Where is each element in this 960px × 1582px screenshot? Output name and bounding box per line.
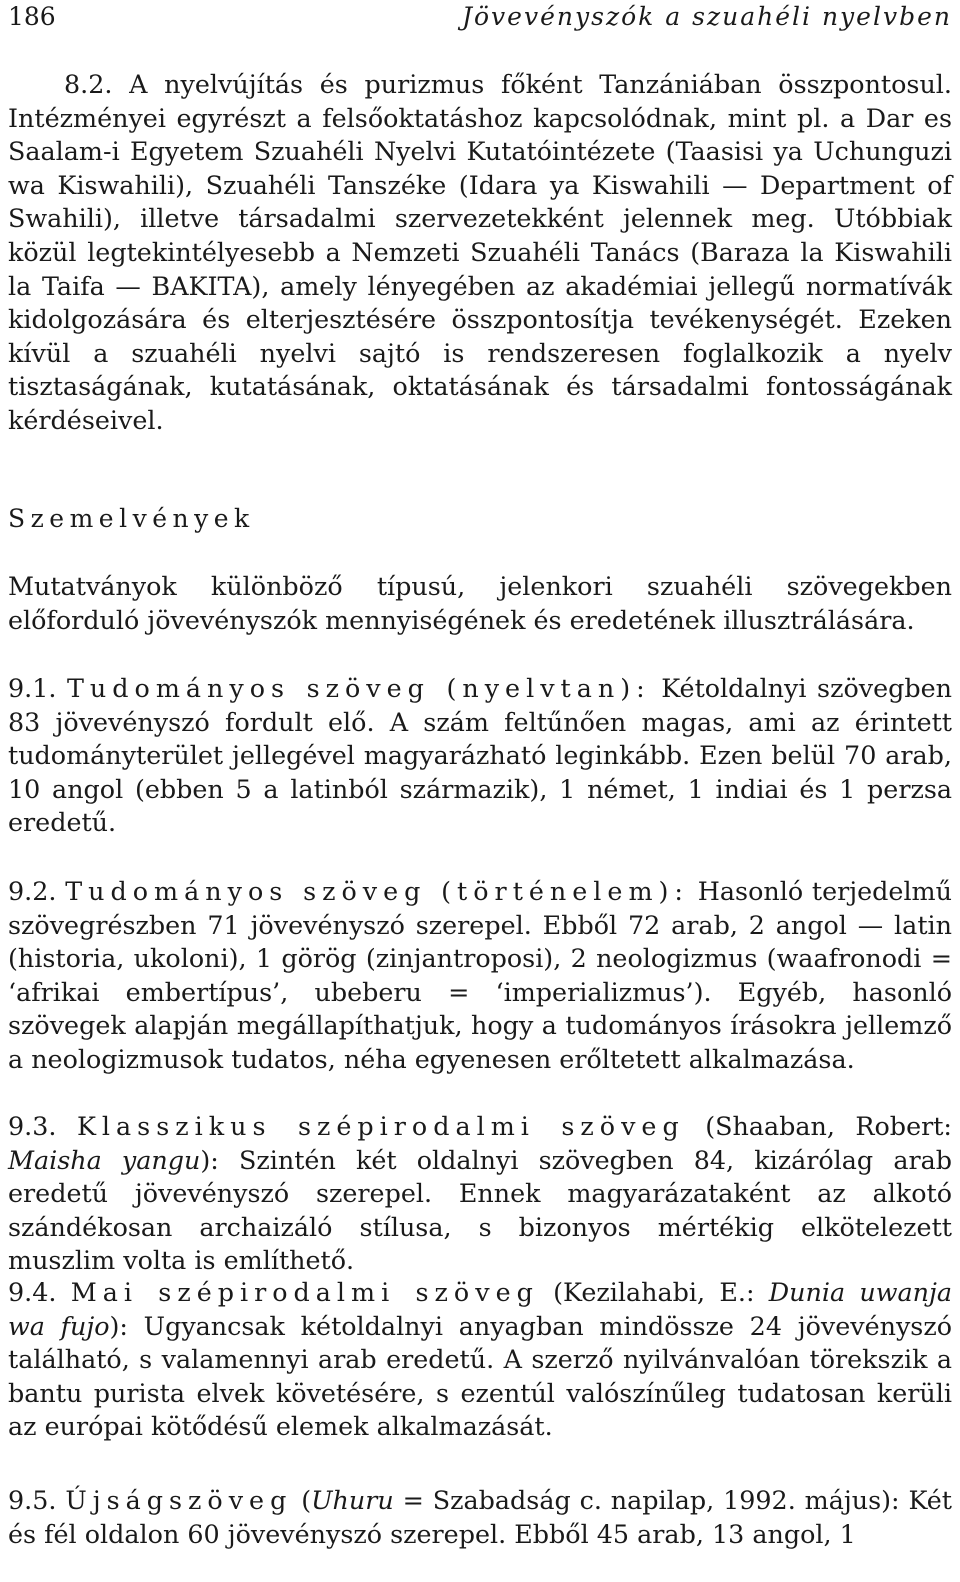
item-label: Klasszikus szépirodalmi szöveg [76, 1111, 685, 1141]
running-header [8, 0, 952, 42]
page-number: 186 [8, 2, 56, 31]
item-text: Kétoldalnyi szövegben 83 jövevényszó fordult elő. A szám feltűnően magas, ami az érintett tudományterület jellegével magyarázható leginkább. Ezen belül 70 arab, 10 angol (ebben 5 a latinból származik), 1 német, 1 indiai és 1 perzsa eredetű. [8, 673, 952, 838]
item-text: Hasonló terjedelmű szövegrészben 71 jövevényszó szerepel. Ebből 72 arab, 2 angol — latin (historia, ukoloni), 1 görög (zinjantroposi), 2 neologizmus (waafronodi = ‘afrikai embertípus’, ubeberu = ‘imperializmus’). Egyéb, hasonló szövegek alapján megállapíthatjuk, hogy a tudományos írásokra jellemző a neologizmusok tudatos, néha egyenesen erőltetett alkalmazása. [8, 876, 952, 1074]
paragraph-8-2: 8.2. A nyelvújítás és purizmus főként Tanzániában összpontosul. Intézményei egyrészt a felsőoktatáshoz kapcsolódnak, mint pl. a Dar es Saalam-i Egyetem Szuahéli Nyelvi Kutatóintézete (Taasisi ya Uchunguzi wa Kiswahili), Szuahéli Tanszéke (Idara ya Kiswahili — Department of Swahili), illetve társadalmi szervezetekként jelennek meg. Utóbbiak közül legtekintélyesebb a Nemzeti Szuahéli Tanács (Baraza la Kiswahili la Taifa — BAKITA), amely lényegében az akadémiai jellegű normatívák kidolgozására és elterjesztésére összpontosítja tevékenységét. Ezeken kívül a szuahéli nyelvi sajtó is rendszeresen foglalkozik a nyelv tisztaságának, kutatásának, oktatásának és társadalmi fontosságának kérdéseivel. [8, 69, 952, 435]
item-label: Újságszöveg [65, 1485, 293, 1515]
item-label: Mai szépirodalmi szöveg [70, 1277, 539, 1307]
item-number: 9.3. [8, 1111, 57, 1141]
item-label: Tudományos szöveg (történelem): [65, 876, 689, 906]
item-pre: (Shaaban, Robert: [705, 1111, 952, 1141]
running-title: Jövevényszók a szuahéli nyelvben [461, 2, 952, 31]
book-title: Dunia uwanja wa fujo [8, 1277, 952, 1341]
item-text: = Szabadság c. napilap, 1992. május): Két és fél oldalon 60 jövevényszó szerepel. Ebből 45 arab, 13 angol, 1 [8, 1485, 952, 1549]
item-9-1 [8, 672, 952, 840]
item-number: 9.1. [8, 673, 57, 703]
item-9-4 [8, 1276, 952, 1444]
document-page [8, 0, 952, 1549]
book-title: Maisha yangu [8, 1144, 201, 1175]
section-heading: Szemelvények [8, 504, 255, 533]
item-9-2 [8, 875, 952, 1077]
item-9-3 [8, 1110, 952, 1278]
intro-paragraph: Mutatványok különböző típusú, jelenkori szuahéli szövegekben előforduló jövevényszók mennyiségének és eredetének illusztrálására. [8, 571, 952, 635]
item-text: ): Ugyancsak kétoldalnyi anyagban mindössze 24 jövevényszó található, s valamennyi arab eredetű. A szerző nyilvánvalóan törekszik a bantu purista elvek követésére, s ezentúl valószínűleg tudatosan kerüli az európai kötődésű elemek alkalmazását. [8, 1310, 952, 1442]
item-number: 9.4. [8, 1277, 57, 1307]
item-number: 9.5. [8, 1485, 57, 1515]
item-pre: (Kezilahabi, E.: [553, 1277, 769, 1307]
item-text: ): Szintén két oldalnyi szövegben 84, kizárólag arab eredetű jövevényszó szerepel. Ennek magyarázataként az alkotó szándékosan archaizáló stílusa, s bizonyos mértékig elkötelezett muszlim volta is említhető. [8, 1144, 952, 1276]
item-9-5 [8, 1484, 952, 1551]
item-pre: ( [301, 1485, 312, 1515]
newspaper-title: Uhuru [311, 1485, 394, 1515]
item-number: 9.2. [8, 876, 57, 906]
item-label: Tudományos szöveg (nyelvtan): [67, 673, 651, 703]
